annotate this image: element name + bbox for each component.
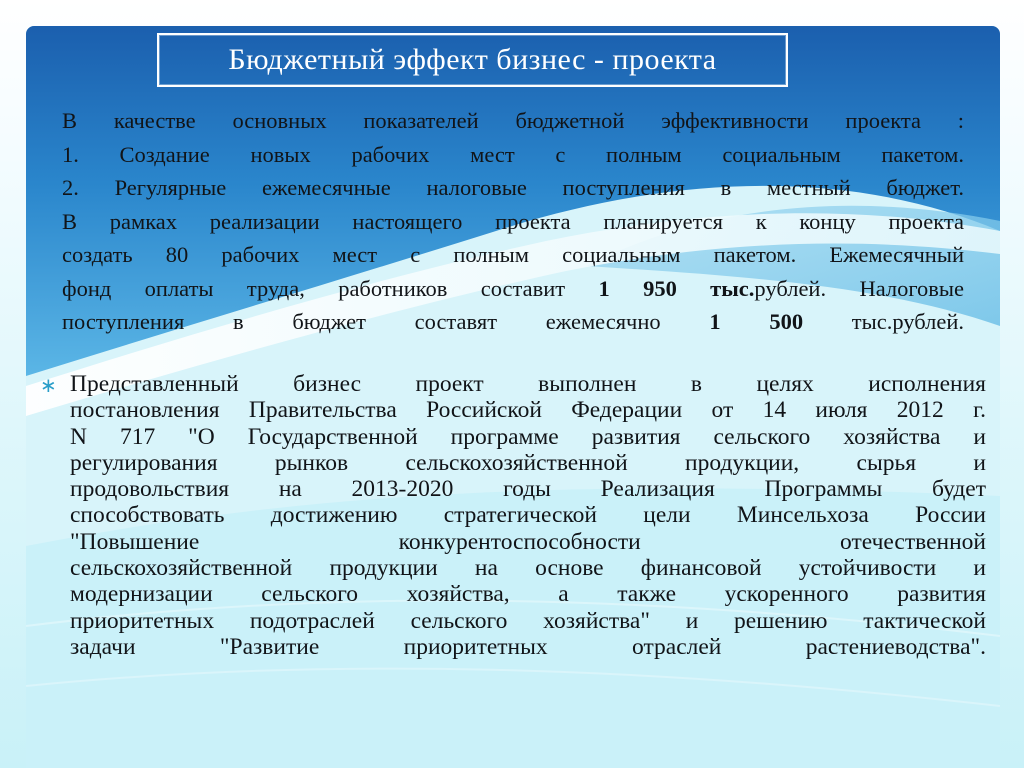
bullet-line: постановления Правительства Российской Федерации от 14 июля 2012 г. bbox=[70, 397, 986, 424]
text-line-6-pre: фонд оплаты труда, работников составит bbox=[62, 275, 599, 301]
text-line-7-post: тыс.рублей. bbox=[803, 309, 965, 334]
text-line-3: 2. Регулярные ежемесячные налоговые поступления в местный бюджет. bbox=[62, 175, 964, 200]
bullet-line: сельскохозяйственной продукции на основе финансовой устойчивости и bbox=[70, 555, 986, 582]
payroll-amount: 1 950 тыс. bbox=[598, 275, 755, 301]
slide-title bbox=[157, 33, 788, 87]
budget-indicators-paragraph bbox=[62, 104, 964, 339]
bullet-line: способствовать достижению стратегической цели Минсельхоза России bbox=[70, 502, 986, 529]
bullet-line: задачи "Развитие приоритетных отраслей растениеводства". bbox=[70, 633, 986, 660]
text-line-6 bbox=[62, 272, 964, 306]
bullet-line: "Повышение конкурентоспособности отечественной bbox=[70, 528, 986, 555]
bullet-line: N 717 "О Государственной программе развития сельского хозяйства и bbox=[70, 423, 986, 450]
slide-title-text: Бюджетный эффект бизнес - проекта bbox=[228, 43, 717, 76]
asterisk-bullet-icon: ∗ bbox=[40, 373, 57, 397]
program-bullet-text bbox=[70, 371, 986, 660]
text-line-7 bbox=[62, 305, 964, 339]
bullet-line: модернизации сельского хозяйства, а также ускоренного развития bbox=[70, 581, 986, 608]
text-line-7-pre: поступления в бюджет составят ежемесячно bbox=[62, 309, 710, 334]
bullet-line: продовольствия на 2013-2020 годы Реализация Программы будет bbox=[70, 476, 986, 503]
bullet-line: регулирования рынков сельскохозяйственной продукции, сырья и bbox=[70, 449, 986, 476]
text-line-6-post: рублей. Налоговые bbox=[754, 275, 965, 301]
bullet-line: Представленный бизнес проект выполнен в целях исполнения bbox=[70, 371, 986, 397]
bullet-line: приоритетных подотраслей сельского хозяйства" и решению тактической bbox=[70, 607, 986, 634]
text-line-4: В рамках реализации настоящего проекта планируется к концу проекта bbox=[62, 208, 964, 234]
tax-amount: 1 500 bbox=[709, 309, 804, 334]
text-line-5: создать 80 рабочих мест с полным социальным пакетом. Ежемесячный bbox=[62, 242, 964, 267]
text-line-2: 1. Создание новых рабочих мест с полным социальным пакетом. bbox=[62, 141, 964, 167]
text-line-1: В качестве основных показателей бюджетной эффективности проекта : bbox=[62, 108, 964, 133]
